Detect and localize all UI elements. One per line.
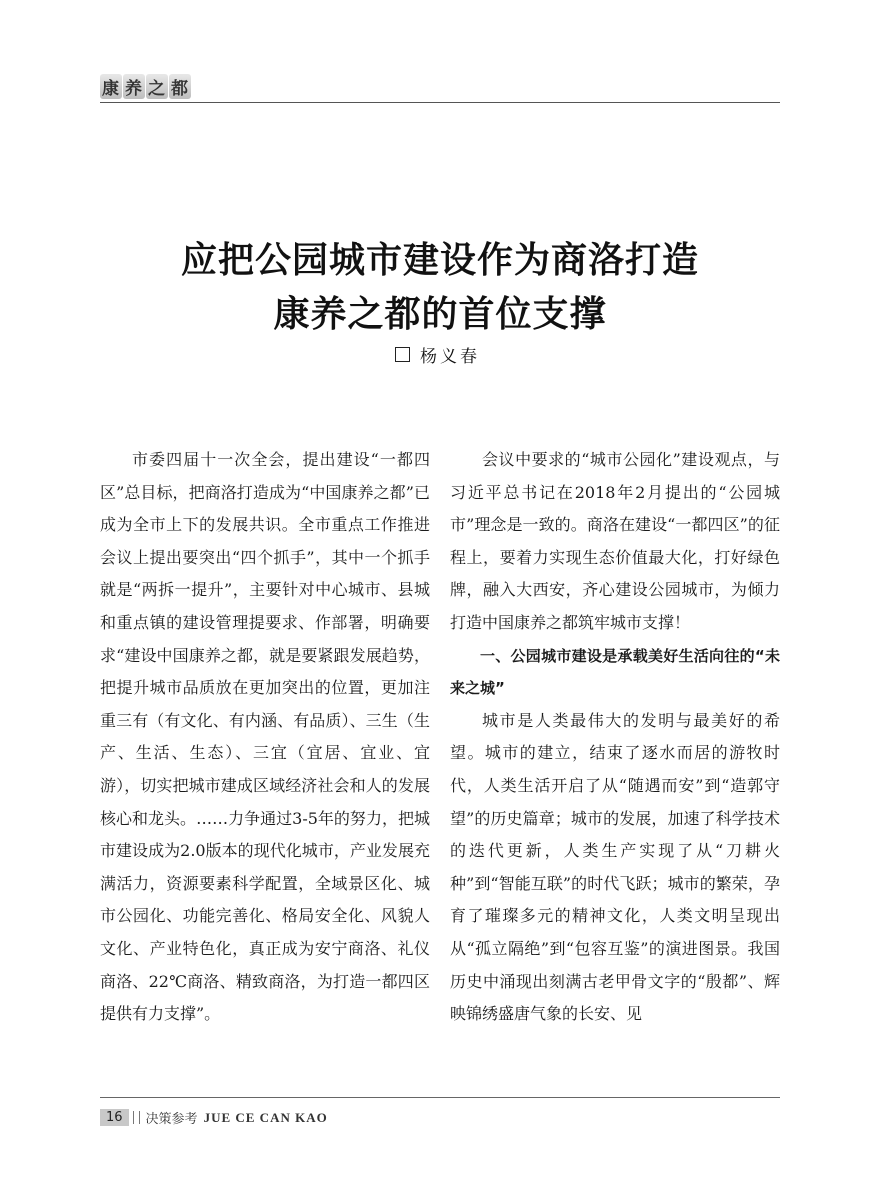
author-name: 杨义春 (420, 347, 480, 367)
section-label-char: 都 (169, 74, 191, 99)
footer-divider (100, 1097, 780, 1098)
body-paragraph: 会议中要求的“城市公园化”建设观点，与习近平总书记在2018年2月提出的“公园城市”理念是一致的。商洛在建设“一都四区”的征程上，要着力实现生态价值最大化，打好绿色牌，融入大西安，齐心建设公园城市，为倾力打造中国康养之都筑牢城市支撑！ (450, 450, 780, 632)
body-paragraph: 城市是人类最伟大的发明与最美好的希望。城市的建立，结束了逐水而居的游牧时代，人类生活开启了从“随遇而安”到“造郭守望”的历史篇章；城市的发展，加速了科学技术的迭代更新，人类生产实现了从“刀耕火种”到“智能互联”的时代飞跃；城市的繁荣，孕育了璀璨多元的精神文化，人类文明呈现出从“孤立隔绝”到“包容互鉴”的演进图景。我国历史中涌现出刻满古老甲骨文字的“殷都”、辉映锦绣盛唐气象的长安、见 (450, 710, 780, 1024)
section-label-char: 康 (100, 74, 122, 99)
page-footer (100, 1108, 328, 1127)
author-box-icon (395, 347, 410, 362)
right-column (450, 444, 780, 1031)
separator-bars-icon (133, 1111, 140, 1124)
header-divider (100, 102, 780, 103)
journal-name-en: JUE CE CAN KAO (203, 1109, 328, 1125)
section-label-char: 之 (146, 74, 168, 99)
page-number: 16 (100, 1109, 129, 1126)
section-label (100, 74, 192, 99)
article-title-line-2: 康养之都的首位支撑 (273, 294, 607, 335)
body-paragraph: 市委四届十一次全会，提出建设“一都四区”总目标，把商洛打造成为“中国康养之都”已成为全市上下的发展共识。全市重点工作推进会议上提出要突出“四个抓手”，其中一个抓手就是“两拆一提升”，主要针对中心城市、县城和重点镇的建设管理提要求、作部署，明确要求“建设中国康养之都，就是要紧跟发展趋势，把提升城市品质放在更加突出的位置，更加注重三有（有文化、有内涵、有品质）、三生（生产、生活、生态）、三宜（宜居、宜业、宜游），切实把城市建成区域经济社会和人的发展核心和龙头。……力争通过3-5年的努力，把城市建设成为2.0版本的现代化城市，产业发展充满活力，资源要素科学配置，全域景区化、城市公园化、功能完善化、格局安全化、风貌人文化、产业特色化，真正成为安宁商洛、礼仪商洛、22℃商洛、精致商洛，为打造一都四区提供有力支撑”。 (100, 450, 430, 1024)
author-byline (395, 342, 480, 367)
article-title (100, 234, 780, 342)
article-title-line-1: 应把公园城市建设作为商洛打造 (180, 240, 699, 281)
journal-name-cn: 决策参考 (145, 1112, 198, 1127)
left-column (100, 444, 430, 1031)
section-heading: 一、公园城市建设是承载美好生活向往的“未来之城” (450, 646, 780, 698)
section-label-char: 养 (123, 74, 145, 99)
